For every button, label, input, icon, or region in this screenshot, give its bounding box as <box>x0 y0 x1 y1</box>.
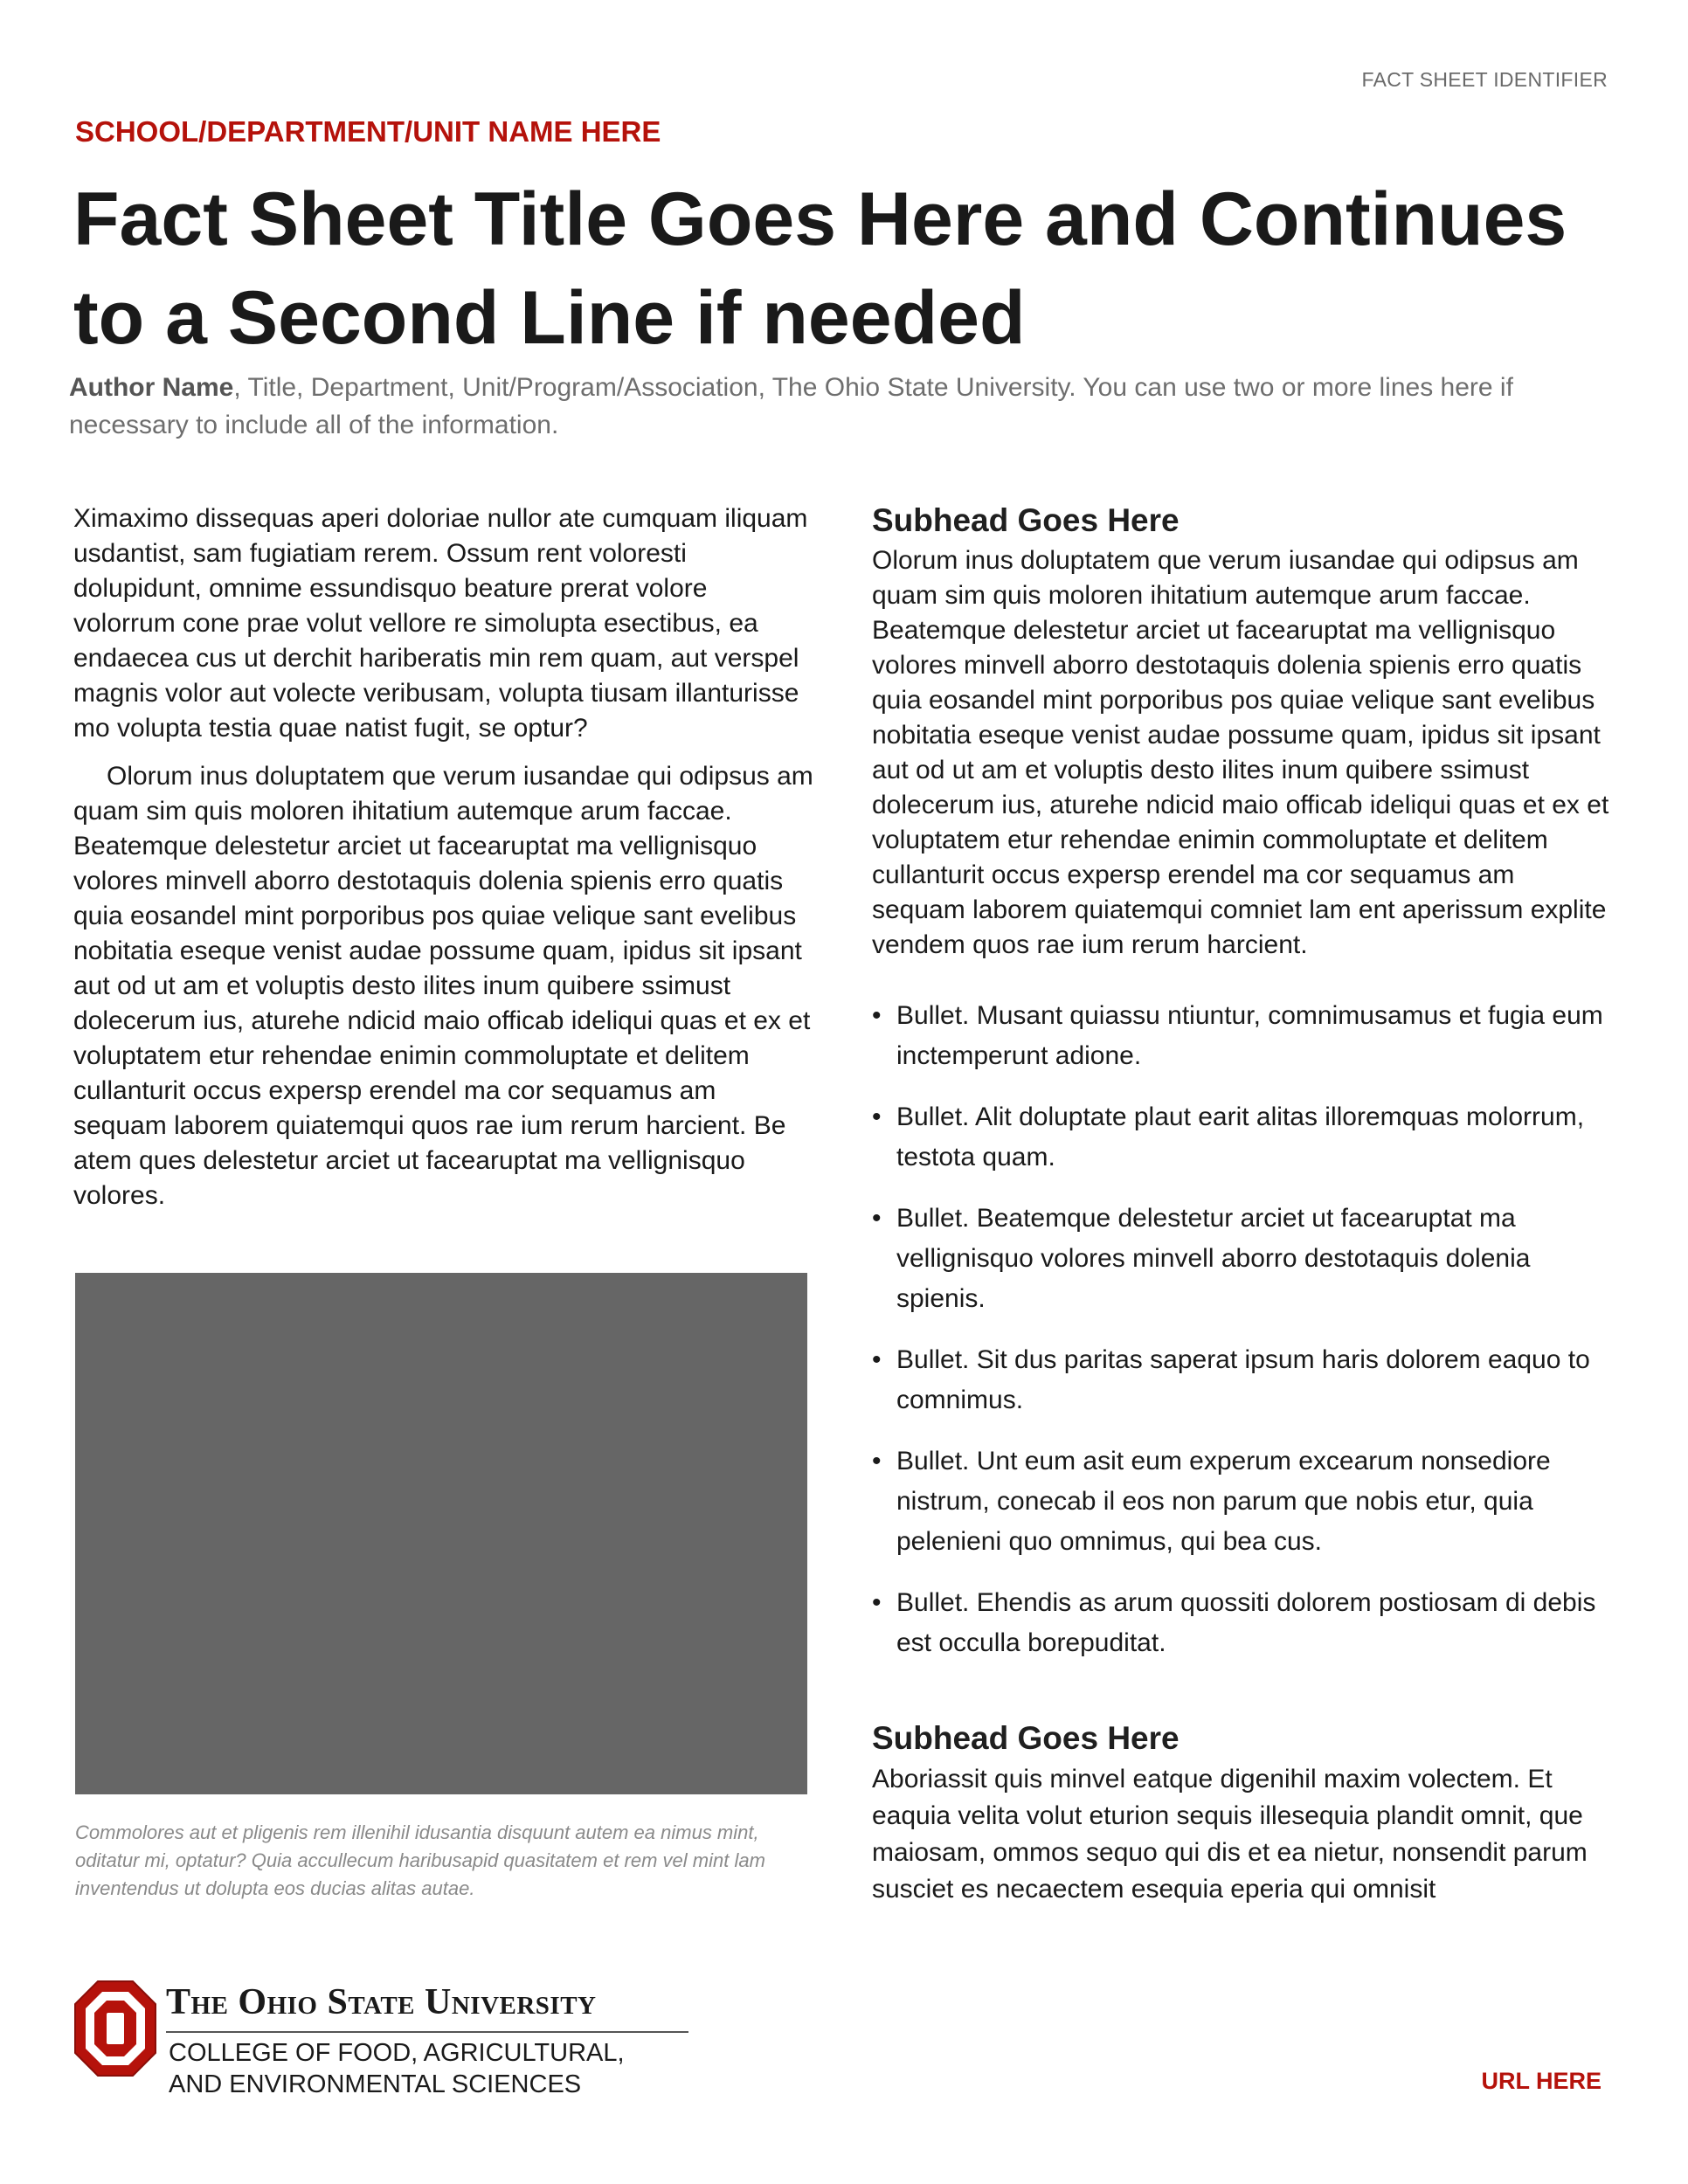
url-link[interactable]: URL HERE <box>1481 2068 1602 2094</box>
body-paragraph: Aboriassit quis minvel eatque digenihil maxim volectem. Et eaquia velita volut eturion sequis illesequia plandit omnit, que maiosam, ommos sequo qui dis et ea nietur, nonsendit parum susciet es necaectem esequia eperia qui omnisit <box>872 1765 1588 1904</box>
bullet-item <box>872 1097 1615 1178</box>
college-line: COLLEGE OF FOOD, AGRICULTURAL, <box>169 2039 625 2067</box>
subhead: Subhead Goes Here <box>872 502 1180 538</box>
subhead: Subhead Goes Here <box>872 1720 1180 1756</box>
university-name <box>166 1981 597 2023</box>
page-title: Fact Sheet Title Goes Here and Continues to a Second Line if needed <box>73 177 1567 360</box>
bullet-text: Bullet. Ehendis as arum quossiti dolorem postiosam di debis est occulla borepuditat. <box>896 1588 1596 1657</box>
intro-paragraph: Ximaximo dissequas aperi doloriae nullor ate cumquam iliquam usdantist, sam fugiatiam rerem. Ossum rent voloresti dolupidunt, omnime essundisquo beature prerat volore volorrum cone prae volut vellore re simolupta esectibus, ea endaecea cus ut derchit hariberatis min rem quam, aut verspel magnis volor aut volecte veribusam, volupta tiusam illanturisse mo volupta testia quae natist fugit, se optur? <box>73 504 808 743</box>
bullet-marker: • <box>872 1001 882 1030</box>
body-paragraph: Olorum inus doluptatem que verum iusandae qui odipsus am quam sim quis moloren ihitatium autemque arum faccae. Beatemque delestetur arciet ut facearuptat ma vellignisquo volores minvell aborro destotaquis dolenia spienis erro quatis quia eosandel mint porporibus pos quiae velique sant evelibus nobitatia eseque venist audae possume quam, ipidus sit ipsant aut od ut am et voluptis desto ilites inum quibere ssimust dolecerum ius, aturehe ndicid maio officab ideliqui quas et ex et voluptatem etur rehendae enimin commoluptate et delitem cullanturit occus expersp erendel ma cor sequamus am sequam laborem quiatemqui quos rae ium rerum harcient. Be atem ques delestetur arciet ut facearuptat ma vellignisquo volores. <box>73 762 813 1210</box>
author-line <box>69 369 1554 444</box>
bullet-marker: • <box>872 1102 882 1131</box>
bullet-text: Bullet. Sit dus paritas saperat ipsum haris dolorem eaquo to comnimus. <box>896 1345 1590 1414</box>
fact-sheet-identifier: FACT SHEET IDENTIFIER <box>1361 68 1608 91</box>
body-paragraph: Olorum inus doluptatem que verum iusandae qui odipsus am quam sim quis moloren ihitatium autemque arum faccae. Beatemque delestetur arciet ut facearuptat ma vellignisquo volores minvell aborro destotaquis dolenia spienis erro quatis quia eosandel mint porporibus pos quiae velique sant evelibus nobitatia eseque venist audae possume quam, ipidus sit ipsant aut od ut am et voluptis desto ilites inum quibere ssimust dolecerum ius, aturehe ndicid maio officab ideliqui quas et ex et voluptatem etur rehendae enimin commoluptate et delitem cullanturit occus expersp erendel ma cor sequamus am sequam laborem quiatemqui comniet lam ent aperissum explite vendem quos rae ium rerum harcient. <box>872 546 1609 959</box>
bullet-text: Bullet. Beatemque delestetur arciet ut facearuptat ma vellignisquo volores minvell aborro destotaquis dolenia spienis. <box>896 1204 1531 1313</box>
author-details: , Title, Department, Unit/Program/Association, The Ohio State University. You can use two or more lines here if necessary to include all of the information. <box>69 373 1513 439</box>
bullet-item <box>872 1441 1615 1562</box>
photo-placeholder <box>75 1273 807 1794</box>
university-name-text: The Ohio State University <box>166 1982 597 2022</box>
bullet-text: Bullet. Unt eum asit eum experum excearum nonsediore nistrum, conecab il eos non parum que nobis etur, quia pelenieni quo omnimus, qui bea cus. <box>896 1447 1551 1556</box>
bullet-marker: • <box>872 1447 882 1476</box>
bullet-item <box>872 1583 1615 1663</box>
bullet-item <box>872 996 1615 1076</box>
bullet-text: Bullet. Alit doluptate plaut earit alitas illoremquas molorrum, testota quam. <box>896 1102 1585 1171</box>
block-o-logo-icon <box>73 1980 157 2077</box>
bullet-text: Bullet. Musant quiassu ntiuntur, comnimusamus et fugia eum inctemperunt adione. <box>896 1001 1603 1070</box>
unit-name: SCHOOL/DEPARTMENT/UNIT NAME HERE <box>75 115 661 148</box>
college-name <box>169 2037 625 2100</box>
bullet-marker: • <box>872 1345 882 1374</box>
second-section <box>872 1717 1615 1908</box>
photo-caption: Commolores aut et pligenis rem illenihil idusantia disquunt autem ea nimus mint, oditatur mi, optatur? Quia accullecum haribusapid quasitatem et rem vel mint lam inventendus ut dolupta eos ducias alitas autae. <box>75 1821 765 1899</box>
divider <box>166 2031 688 2033</box>
left-column <box>73 501 816 1227</box>
bullet-item <box>872 1199 1615 1319</box>
right-column <box>872 500 1615 1684</box>
author-name: Author Name <box>69 373 234 402</box>
college-line: AND ENVIRONMENTAL SCIENCES <box>169 2070 582 2098</box>
bullet-marker: • <box>872 1588 882 1617</box>
bullet-list <box>872 996 1615 1663</box>
bullet-marker: • <box>872 1204 882 1233</box>
bullet-item <box>872 1340 1615 1420</box>
